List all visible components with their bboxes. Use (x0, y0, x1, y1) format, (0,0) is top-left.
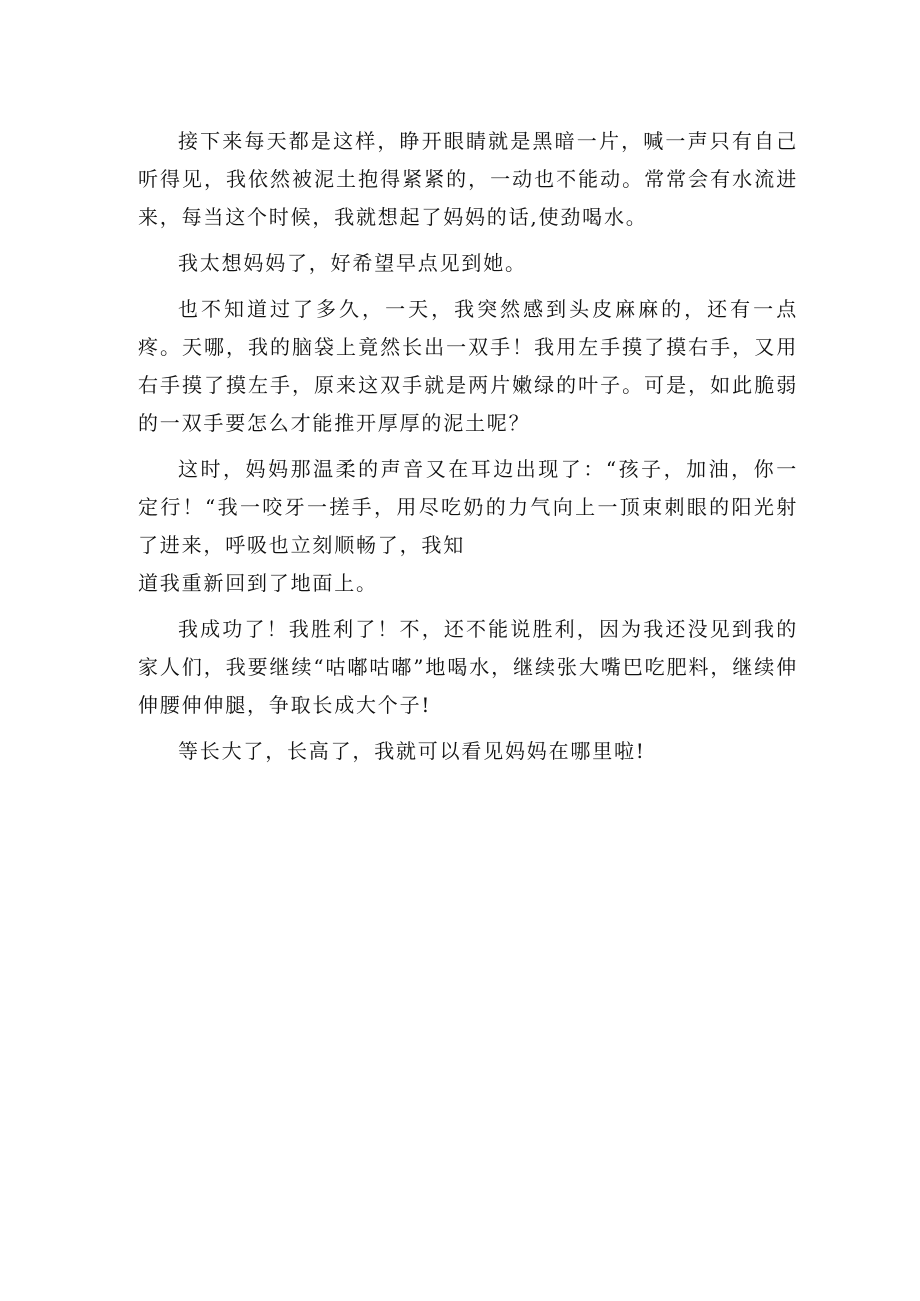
paragraph-5: 我成功了！我胜利了！不，还不能说胜利，因为我还没见到我的家人们，我要继续“咕嘟咕嘟”地喝水，继续张大嘴巴吃肥料，继续伸伸腰伸伸腿，争取长成大个子! (138, 617, 798, 717)
paragraph-1: 接下来每天都是这样，睁开眼睛就是黑暗一片，喊一声只有自己听得见，我依然被泥土抱得紧紧的，一动也不能动。常常会有水流进来，每当这个时候，我就想起了妈妈的话,使劲喝水。 (138, 129, 798, 229)
paragraph-2: 我太想妈妈了，好希望早点见到她。 (178, 251, 527, 275)
paragraph-6: 等长大了，长高了，我就可以看见妈妈在哪里啦! (178, 739, 646, 763)
document-body (138, 122, 798, 778)
paragraph-4: 这时，妈妈那温柔的声音又在耳边出现了：“孩子，加油，你一定行！“我一咬牙一搓手，用尽吃奶的力气向上一顶束刺眼的阳光射了进来，呼吸也立刻顺畅了，我知 (138, 457, 798, 557)
paragraph-4-continuation: 道我重新回到了地面上。 (138, 571, 378, 595)
paragraph-3: 也不知道过了多久，一天，我突然感到头皮麻麻的，还有一点疼。天哪，我的脑袋上竟然长出一双手！我用左手摸了摸右手，又用右手摸了摸左手，原来这双手就是两片嫩绿的叶子。可是，如此脆弱的一双手要怎么才能推开厚厚的泥土呢？ (138, 297, 798, 435)
